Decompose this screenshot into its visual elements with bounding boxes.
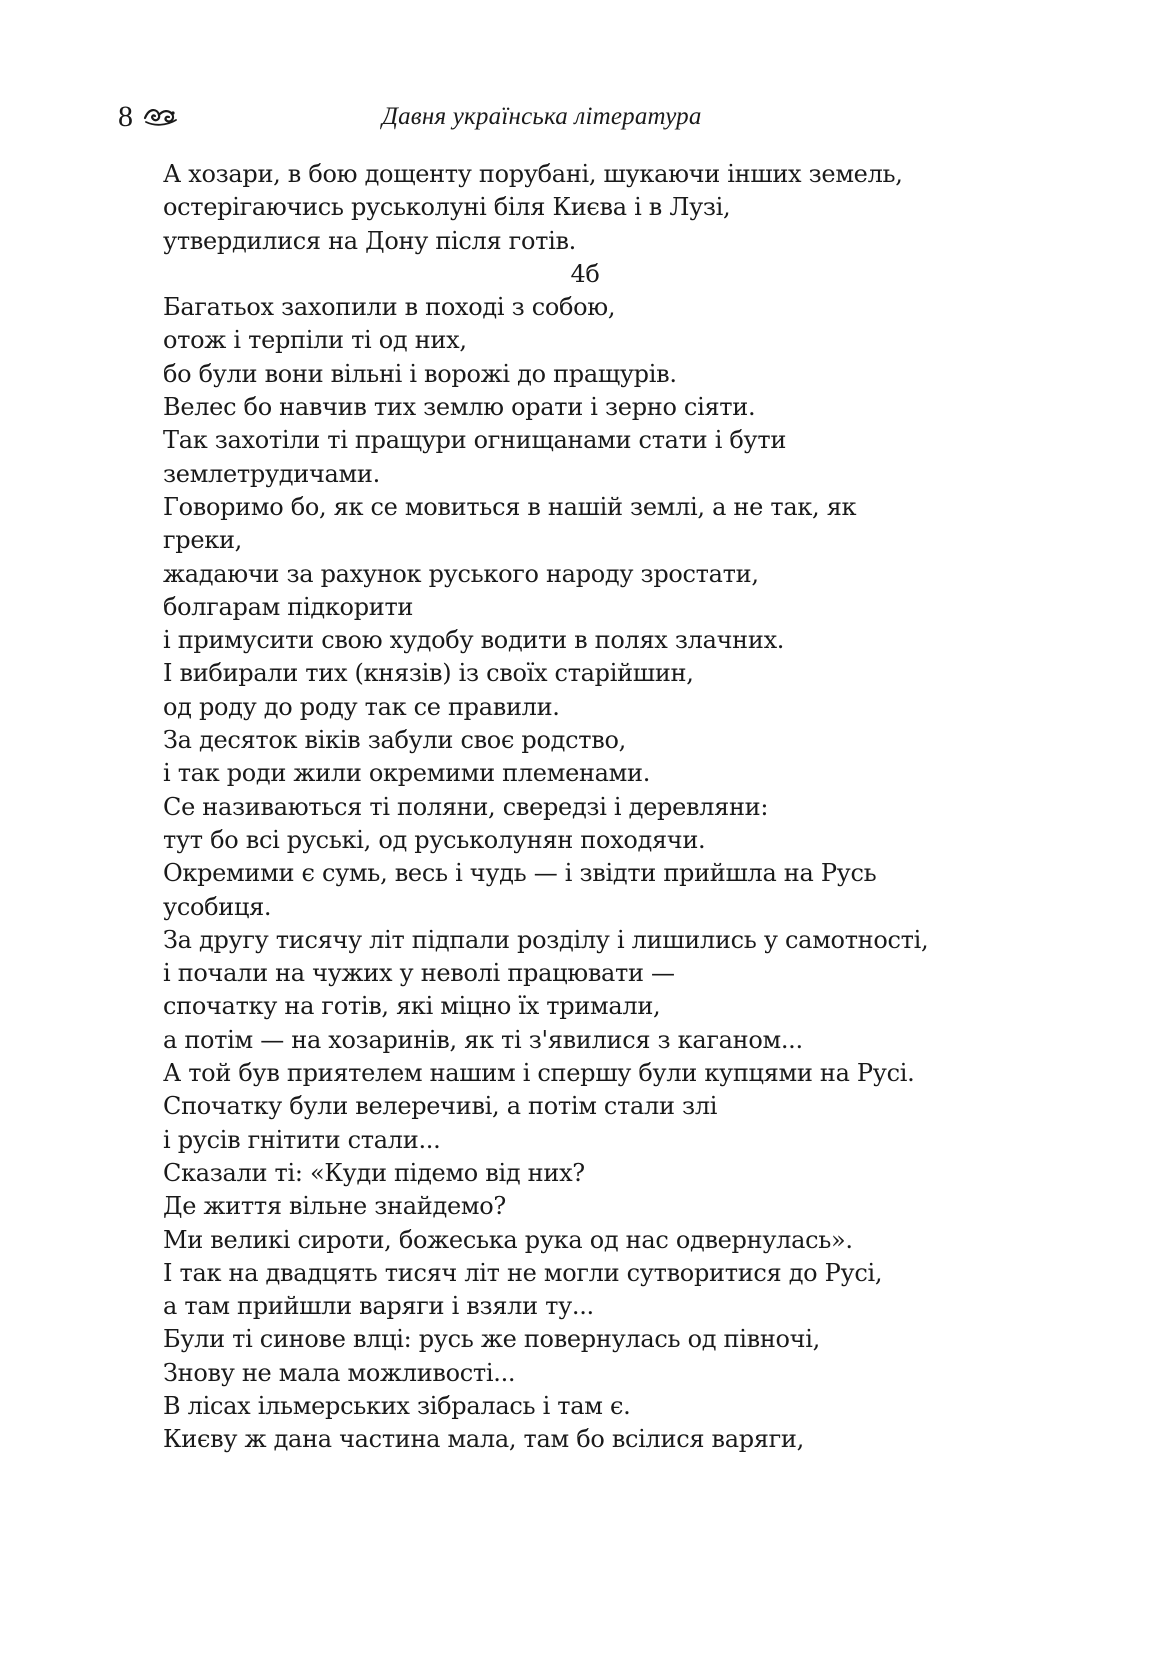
text-line: тут бо всі руські, од руськолунян походячи. (163, 825, 706, 854)
text-line: Так захотіли ті пращури огнищанами стати і бути (163, 426, 787, 455)
text-line: а потім — на хозаринів, як ті з'явилися з каганом... (163, 1025, 803, 1054)
text-line: і русів гнітити стали... (163, 1125, 441, 1154)
running-title: Давня українська література (382, 103, 702, 130)
fleuron-icon (142, 104, 178, 128)
text-line: Ми великі сироти, божеська рука од нас одвернулась». (163, 1225, 853, 1254)
text-line: жадаючи за рахунок руського народу зростати, (163, 559, 759, 588)
text-line: За другу тисячу літ підпали розділу і лишились у самотності, (163, 925, 929, 954)
text-line: І так на двадцять тисяч літ не могли сутворитися до Русі, (163, 1258, 883, 1287)
text-line: і так роди жили окремими племенами. (163, 759, 651, 788)
text-line: бо були вони вільні і ворожі до пращурів. (163, 359, 677, 388)
text-line: В лісах ільмерських зібралась і там є. (163, 1391, 631, 1420)
text-line: Спочатку були велеречиві, а потім стали злі (163, 1092, 718, 1121)
poem-text (163, 158, 983, 1457)
text-line: греки, (163, 526, 242, 555)
text-line: землетрудичами. (163, 459, 380, 488)
text-line: і почали на чужих у неволі працювати — (163, 959, 675, 988)
text-line: отож і терпіли ті од них, (163, 326, 467, 355)
text-line: од роду до роду так се правили. (163, 692, 560, 721)
text-line: болгарам підкорити (163, 592, 414, 621)
text-line: Знову не мала можливості... (163, 1358, 516, 1387)
text-line: А хозари, в бою дощенту порубані, шукаючи інших земель, (163, 160, 903, 188)
text-line: спочатку на готів, які міцно їх тримали, (163, 992, 661, 1021)
text-line: А той був приятелем нашим і спершу були купцями на Русі. (163, 1059, 915, 1088)
text-line: остерігаючись руськолуні біля Києва і в Лузі, (163, 193, 731, 222)
text-line: Велес бо навчив тих землю орати і зерно сіяти. (163, 393, 756, 422)
text-line: За десяток віків забули своє родство, (163, 726, 626, 755)
text-line: Сказали ті: «Куди підемо від них? (163, 1158, 585, 1187)
text-line: Києву ж дана частина мала, там бо всілися варяги, (163, 1425, 804, 1454)
text-line: Говоримо бо, як се мовиться в нашій землі, а не так, як (163, 492, 857, 521)
text-line: Де життя вільне знайдемо? (163, 1192, 506, 1221)
tablet-marker: 4б (570, 259, 600, 288)
page-header (118, 96, 1040, 138)
text-line: і примусити свою худобу водити в полях злачних. (163, 626, 785, 655)
page-number: 8 (118, 100, 133, 133)
text-line: Були ті синове влці: русь же повернулась од півночі, (163, 1325, 820, 1354)
text-line: а там прийшли варяги і взяли ту... (163, 1292, 594, 1321)
text-line: Багатьох захопили в поході з собою, (163, 293, 616, 322)
text-line: І вибирали тих (князів) із своїх старійшин, (163, 659, 694, 688)
text-line: утвердилися на Дону після готів. (163, 226, 576, 255)
text-line: усобиця. (163, 892, 272, 921)
text-line: Се називаються ті поляни, свередзі і деревляни: (163, 792, 769, 821)
text-line: Окремими є сумь, весь і чудь — і звідти прийшла на Русь (163, 859, 877, 888)
